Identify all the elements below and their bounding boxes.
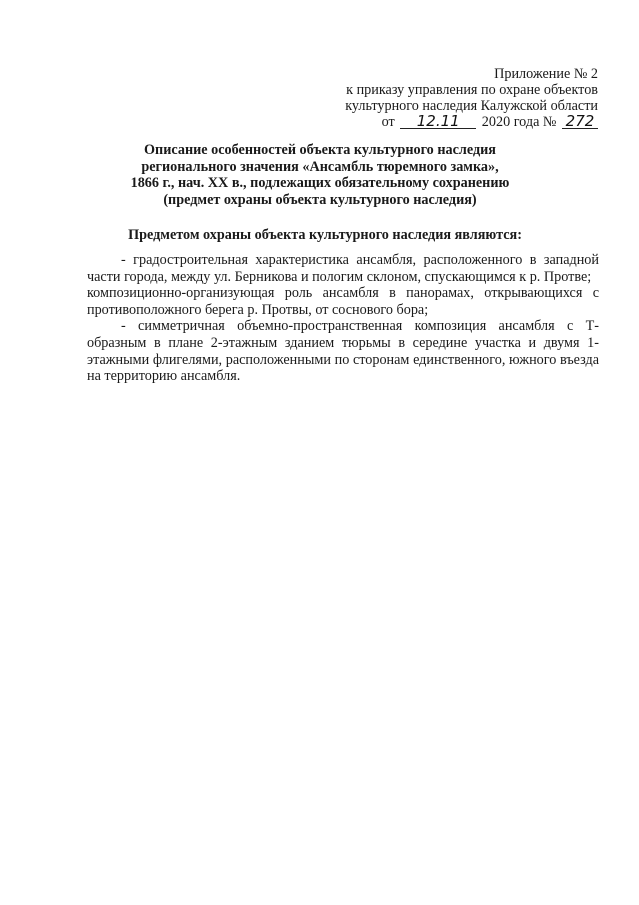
appendix-block xyxy=(345,66,598,130)
date-suffix: 2020 года № xyxy=(481,114,557,130)
handwritten-date: 12.11 xyxy=(400,114,476,129)
order-authority: культурного наследия Калужской области xyxy=(345,98,598,114)
document-title xyxy=(95,142,545,208)
title-line-1: Описание особенностей объекта культурного наследия xyxy=(144,142,496,158)
title-line-2: регионального значения «Ансамбль тюремного замка», xyxy=(141,158,499,175)
order-date-line xyxy=(345,114,598,130)
paragraph-panorama-role: композиционно-организующая роль ансамбля в панорамах, открывающихся с противоположного берега р. Протвы, от соснового бора; xyxy=(87,285,599,318)
date-prefix: от xyxy=(381,114,395,130)
paragraph-urban-planning: - градостроительная характеристика ансамбля, расположенного в западной части города, между ул. Берникова и пологим склоном, спускающимся к р. Протве; xyxy=(87,252,599,285)
appendix-label: Приложение № 2 xyxy=(494,66,598,82)
document-body xyxy=(87,252,599,385)
handwritten-order-number: 272 xyxy=(562,114,598,129)
subject-heading: Предметом охраны объекта культурного наследия являются: xyxy=(128,227,522,243)
title-line-3: 1866 г., нач. XX в., подлежащих обязательному сохранению xyxy=(130,175,510,191)
order-reference: к приказу управления по охране объектов xyxy=(346,82,598,98)
paragraph-composition: - симметричная объемно-пространственная композиция ансамбля с Т-образным в плане 2-этажным зданием тюрьмы в середине участка и двумя 1-этажными флигелями, расположенными по сторонам единственного, южного въезда на территорию ансамбля. xyxy=(87,318,599,385)
title-line-4: (предмет охраны объекта культурного наследия) xyxy=(163,191,477,208)
